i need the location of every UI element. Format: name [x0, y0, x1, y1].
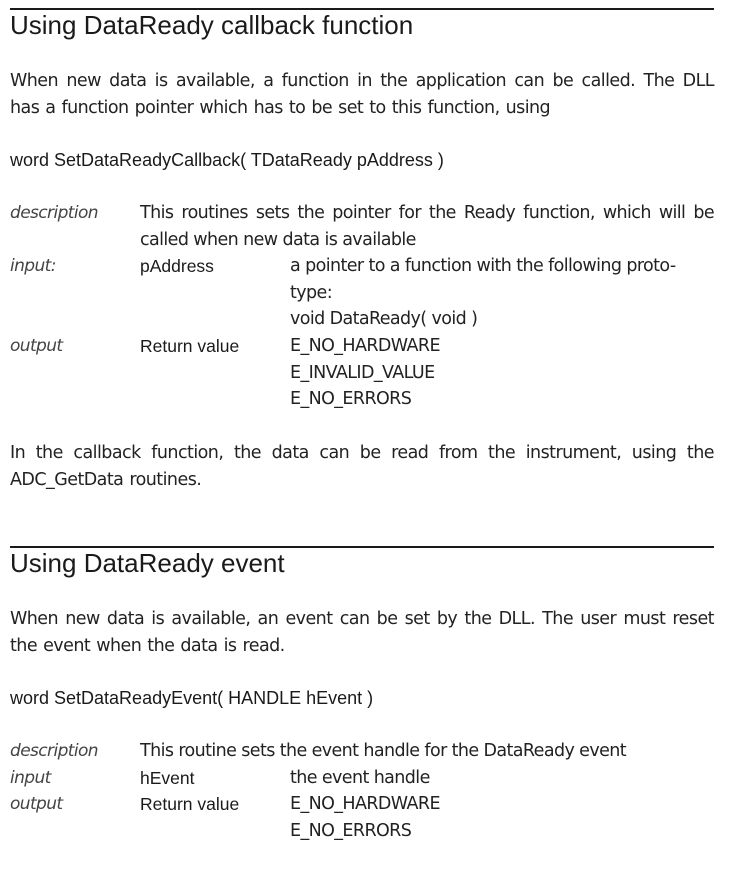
description-row — [10, 738, 714, 765]
description-row — [10, 200, 714, 253]
description-label: description — [10, 741, 98, 761]
output-row — [10, 791, 714, 844]
closing-paragraph: In the callback function, the data can be read from the instrument, using the ADC_GetData routines. — [10, 443, 714, 490]
description-text: This routines sets the pointer for the Ready function, which will be called when new data is available — [140, 203, 714, 250]
input-line: void DataReady( void ) — [290, 309, 478, 329]
function-signature: word SetDataReadyCallback( TDataReady pAddress ) — [10, 150, 444, 170]
function-signature: word SetDataReadyEvent( HANDLE hEvent ) — [10, 688, 374, 708]
input-label: input: — [10, 256, 56, 276]
output-label: output — [10, 794, 63, 814]
input-description — [290, 253, 714, 333]
input-description — [290, 765, 714, 792]
output-row — [10, 333, 714, 413]
description-label: description — [10, 203, 98, 223]
output-param: Return value — [140, 336, 240, 356]
function-description-table — [10, 200, 714, 413]
input-label: input — [10, 767, 51, 788]
intro-paragraph: When new data is available, an event can be set by the DLL. The user must reset the event when the data is read. — [10, 609, 714, 656]
return-code: E_NO_ERRORS — [290, 820, 412, 841]
input-row — [10, 253, 714, 333]
input-row — [10, 765, 714, 792]
return-code: E_INVALID_VALUE — [290, 362, 435, 383]
function-description-table — [10, 738, 714, 844]
description-text: This routine sets the event handle for the DataReady event — [140, 741, 627, 761]
output-param: Return value — [140, 794, 240, 814]
section-heading: Using DataReady event — [10, 548, 285, 578]
return-code: E_NO_HARDWARE — [290, 794, 440, 814]
input-param: pAddress — [140, 256, 214, 276]
input-param: hEvent — [140, 767, 195, 788]
intro-paragraph: When new data is available, a function in the application can be called. The DLL has a function pointer which has to be set to this function, using — [10, 71, 714, 118]
return-code: E_NO_HARDWARE — [290, 336, 440, 356]
return-code: E_NO_ERRORS — [290, 389, 412, 409]
output-values — [290, 791, 714, 844]
output-label: output — [10, 336, 63, 356]
input-line: a pointer to a function with the following proto- — [290, 256, 676, 276]
input-line: the event handle — [290, 767, 430, 788]
section-heading: Using DataReady callback function — [10, 10, 414, 40]
output-values — [290, 333, 714, 413]
input-line: type: — [290, 282, 332, 303]
